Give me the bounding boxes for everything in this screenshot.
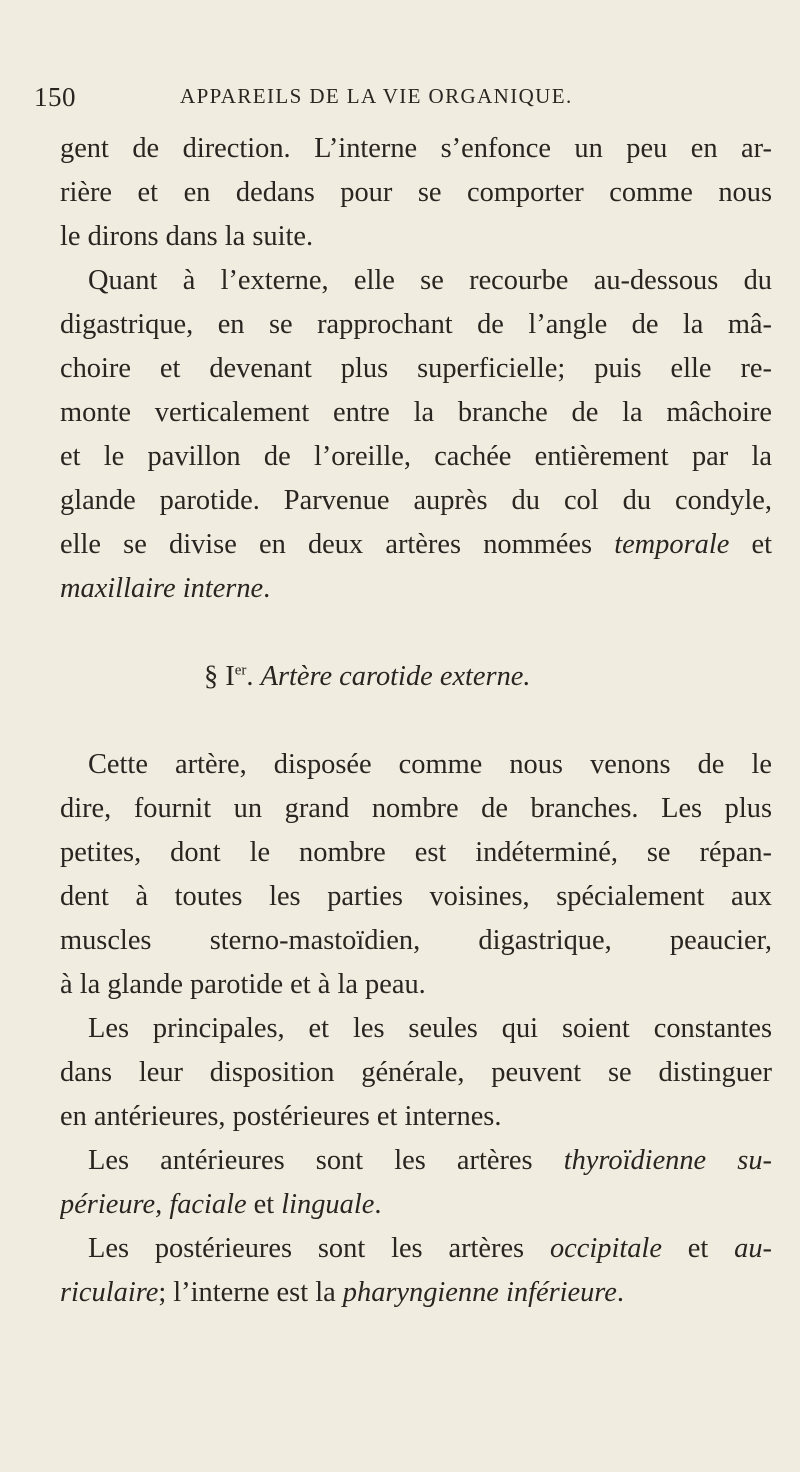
- italic-term: occipitale: [549, 1233, 662, 1264]
- body-text: [60, 127, 772, 1315]
- section-title: Artère carotide externe.: [260, 661, 531, 692]
- paragraph: [60, 259, 772, 611]
- text-line: [60, 1271, 772, 1315]
- section-ordinal-sup: er: [234, 662, 247, 679]
- text-span: ; l’interne est la: [158, 1277, 343, 1308]
- text-line: glande parotide. Parvenue auprès du col du condyle,: [60, 485, 772, 516]
- text-span: et: [729, 529, 772, 560]
- section-heading: [60, 655, 772, 699]
- text-line: à la glande parotide et à la peau.: [60, 969, 426, 1000]
- paragraph: [60, 1007, 772, 1139]
- text-span: Les antérieures sont les artères: [88, 1145, 564, 1176]
- text-line: muscles sterno-mastoïdien, digastrique, peaucier,: [60, 925, 772, 956]
- italic-term: maxillaire interne: [60, 573, 264, 604]
- text-line: [60, 567, 772, 611]
- spacer: [60, 611, 772, 655]
- text-line: [60, 1227, 772, 1271]
- paragraph: [60, 1227, 772, 1315]
- italic-term: au-: [734, 1233, 772, 1264]
- text-span: elle se divise en deux artères nommées: [60, 529, 615, 560]
- section-symbol: § I: [204, 661, 235, 692]
- text-line: rière et en dedans pour se comporter comme nous: [60, 177, 772, 208]
- text-line: petites, dont le nombre est indéterminé, se répan-: [60, 837, 772, 868]
- text-line: Cette artère, disposée comme nous venons de le: [88, 749, 772, 780]
- text-line: Les principales, et les seules qui soient constantes: [88, 1013, 772, 1044]
- text-line: dent à toutes les parties voisines, spécialement aux: [60, 881, 772, 912]
- section-separator: .: [246, 661, 261, 692]
- paragraph: [60, 1139, 772, 1227]
- page-number: 150: [34, 82, 76, 112]
- italic-term: temporale: [614, 529, 730, 560]
- paragraph: [60, 127, 772, 259]
- italic-term: pharyngienne inférieure: [342, 1277, 617, 1308]
- text-line: dans leur disposition générale, peuvent se distinguer: [60, 1057, 772, 1088]
- text-span: .: [374, 1189, 382, 1220]
- running-title: APPAREILS DE LA VIE ORGANIQUE.: [180, 84, 573, 108]
- italic-term: linguale: [281, 1189, 375, 1220]
- text-line: digastrique, en se rapprochant de l’angle de la mâ-: [60, 309, 772, 340]
- text-line: monte verticalement entre la branche de la mâchoire: [60, 397, 772, 428]
- text-line: [60, 523, 772, 567]
- text-line: gent de direction. L’interne s’enfonce un peu en ar-: [60, 133, 772, 164]
- text-span: .: [263, 573, 271, 604]
- text-span: Les postérieures sont les artères: [88, 1233, 550, 1264]
- text-line: choire et devenant plus superficielle; puis elle re-: [60, 353, 772, 384]
- text-span: .: [616, 1277, 625, 1308]
- text-span: et: [246, 1189, 282, 1220]
- paragraph: [60, 743, 772, 1007]
- text-line: [60, 1183, 772, 1227]
- italic-term: thyroïdienne su-: [563, 1145, 772, 1176]
- text-line: le dirons dans la suite.: [60, 221, 314, 252]
- text-span: et: [661, 1233, 735, 1264]
- spacer: [60, 699, 772, 743]
- text-line: [60, 1139, 772, 1183]
- text-line: dire, fournit un grand nombre de branches. Les plus: [60, 793, 772, 824]
- italic-term: riculaire: [60, 1277, 159, 1308]
- page-header: [34, 82, 752, 122]
- text-line: et le pavillon de l’oreille, cachée entièrement par la: [60, 441, 772, 472]
- text-line: Quant à l’externe, elle se recourbe au-dessous du: [88, 265, 772, 296]
- italic-term: périeure, faciale: [60, 1189, 247, 1220]
- text-line: en antérieures, postérieures et internes.: [60, 1101, 502, 1132]
